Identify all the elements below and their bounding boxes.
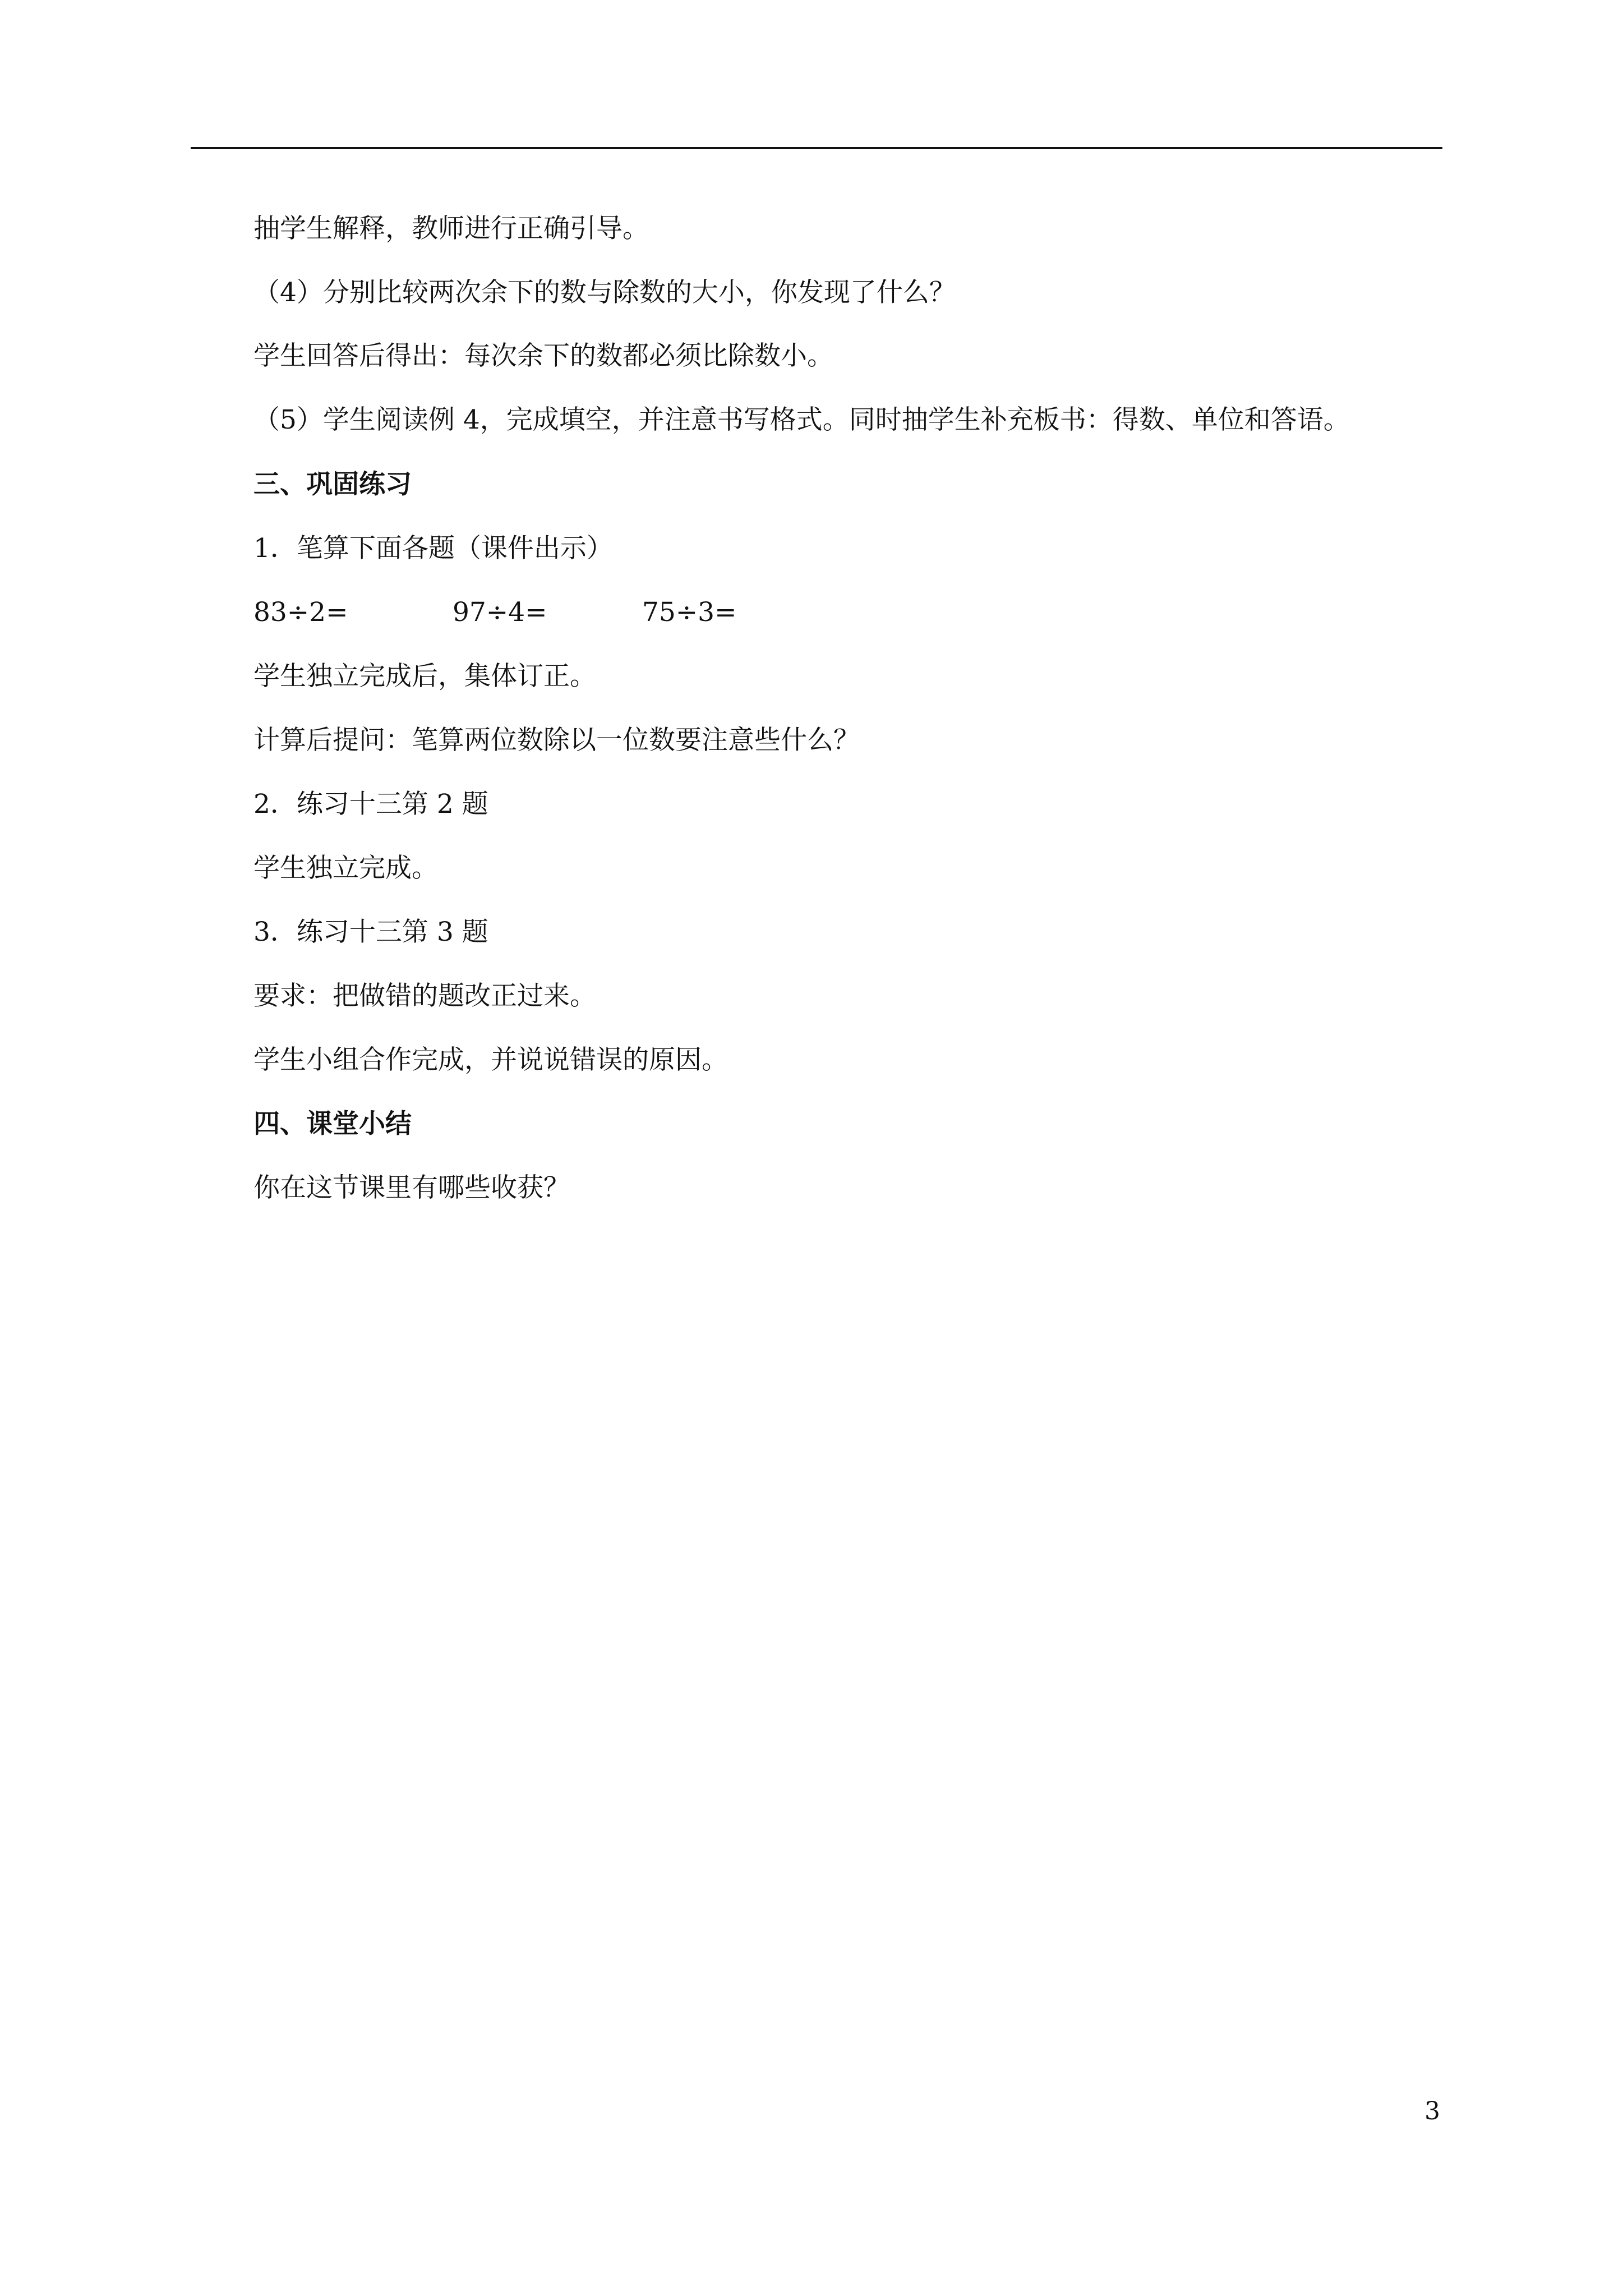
- page-number: 3: [1424, 2097, 1440, 2125]
- paragraph-line: 要求：把做错的题改正过来。: [253, 981, 596, 1011]
- math-expression: 75÷3=: [642, 597, 737, 628]
- header-rule: [191, 147, 1442, 149]
- paragraph-line: 学生独立完成。: [253, 853, 438, 884]
- paragraph-line: 抽学生解释，教师进行正确引导。: [253, 213, 649, 244]
- math-expression: 97÷4=: [453, 597, 547, 628]
- section-heading: 四、课堂小结: [253, 1108, 412, 1139]
- paragraph-line: 学生小组合作完成，并说说错误的原因。: [253, 1045, 728, 1075]
- exercise-item: 2．练习十三第 2 题: [253, 789, 488, 820]
- paragraph-line: （5）学生阅读例 4，完成填空，并注意书写格式。同时抽学生补充板书：得数、单位和答语。: [253, 404, 1350, 435]
- paragraph-line: （4）分别比较两次余下的数与除数的大小，你发现了什么？: [253, 277, 956, 308]
- paragraph-line: 学生独立完成后，集体订正。: [253, 661, 596, 692]
- exercise-item: 1．笔算下面各题（课件出示）: [253, 533, 613, 564]
- section-heading: 三、巩固练习: [253, 469, 412, 500]
- exercise-item: 3．练习十三第 3 题: [253, 917, 488, 947]
- paragraph-line: 你在这节课里有哪些收获？: [253, 1172, 570, 1203]
- paragraph-line: 学生回答后得出：每次余下的数都必须比除数小。: [253, 341, 833, 371]
- paragraph-line: 计算后提问：笔算两位数除以一位数要注意些什么？: [253, 725, 860, 756]
- math-expression: 83÷2=: [253, 597, 348, 628]
